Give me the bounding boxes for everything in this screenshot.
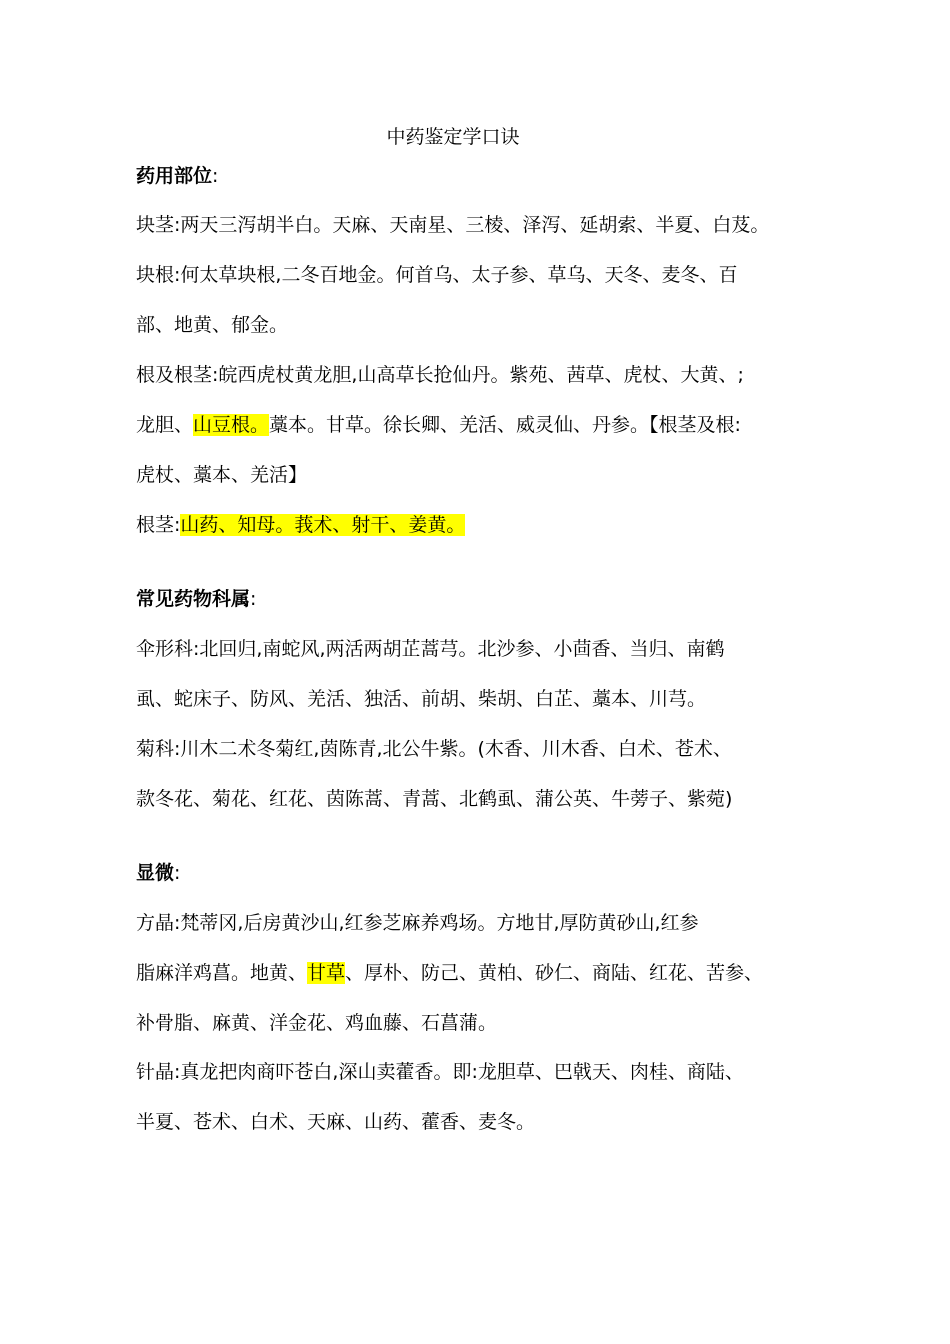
text-line: 虎杖、藁本、羌活】 xyxy=(136,464,308,486)
highlighted-text: 山药、知母。莪术、射干、姜黄。 xyxy=(180,514,466,536)
text-line: 块茎:两天三泻胡半白。天麻、天南星、三棱、泽泻、延胡索、半夏、白芨。 xyxy=(136,214,770,236)
section-heading-medicinal-parts: 药用部位: xyxy=(136,165,219,187)
text-line: 块根:何太草块根,二冬百地金。何首乌、太子参、草乌、天冬、麦冬、百 xyxy=(136,264,738,286)
text-line: 虱、蛇床子、防风、羌活、独活、前胡、柴胡、白芷、藁本、川芎。 xyxy=(136,688,707,710)
text-line: 龙胆、山豆根。藁本。甘草。徐长卿、羌活、威灵仙、丹参。【根茎及根: xyxy=(136,414,741,436)
text-line: 半夏、苍术、白术、天麻、山药、藿香、麦冬。 xyxy=(136,1111,536,1133)
text-line: 脂麻洋鸡菖。地黄、甘草、厚朴、防己、黄柏、砂仁、商陆、红花、苦参、 xyxy=(136,962,764,984)
document-title: 中药鉴定学口诀 xyxy=(386,126,520,148)
highlighted-text: 甘草 xyxy=(307,962,346,984)
section-heading-plant-families: 常见药物科属: xyxy=(136,588,257,610)
text-line: 伞形科:北回归,南蛇风,两活两胡芷蒿芎。北沙参、小茴香、当归、南鹤 xyxy=(136,638,725,660)
text-line: 根及根茎:皖西虎杖黄龙胆,山高草长抢仙丹。紫苑、茜草、虎杖、大黄、; xyxy=(136,364,744,386)
text-line: 方晶:梵蒂冈,后房黄沙山,红参芝麻养鸡场。方地甘,厚防黄砂山,红参 xyxy=(136,912,699,934)
section-heading-microscopy: 显微: xyxy=(136,862,181,884)
highlighted-text: 山豆根。 xyxy=(193,414,270,436)
text-line: 部、地黄、郁金。 xyxy=(136,314,289,336)
text-line: 补骨脂、麻黄、洋金花、鸡血藤、石菖蒲。 xyxy=(136,1012,498,1034)
text-line: 菊科:川木二术冬菊红,茵陈青,北公牛紫。(木香、川木香、白术、苍术、 xyxy=(136,738,732,760)
text-line: 针晶:真龙把肉商吓苍白,深山卖藿香。即:龙胆草、巴戟天、肉桂、商陆、 xyxy=(136,1061,744,1083)
text-line: 根茎:山药、知母。莪术、射干、姜黄。 xyxy=(136,514,466,536)
text-line: 款冬花、菊花、红花、茵陈蒿、青蒿、北鹤虱、蒲公英、牛蒡子、紫菀) xyxy=(136,788,733,810)
